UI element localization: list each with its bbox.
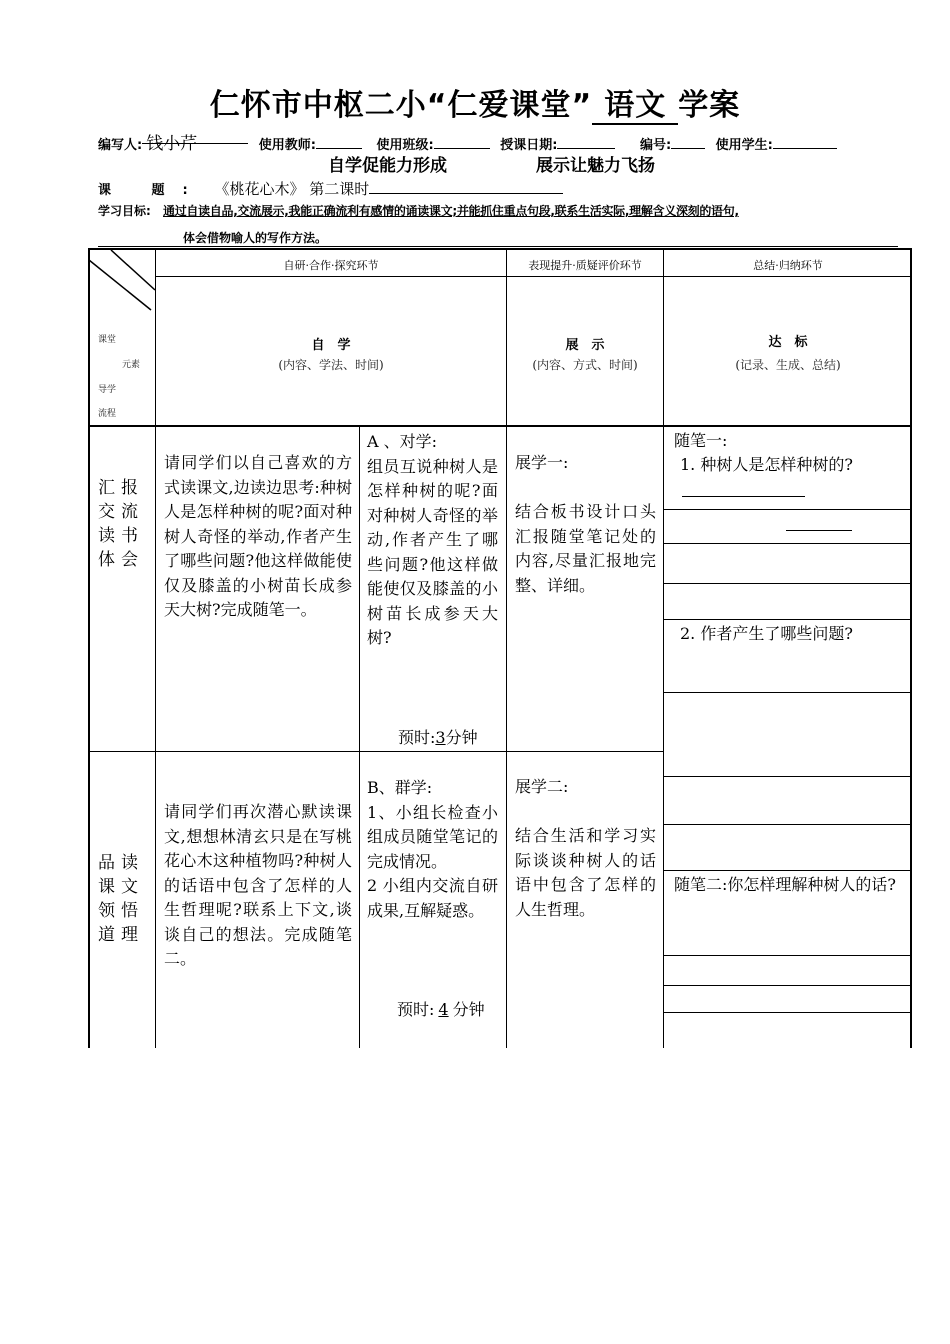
teacher-label: 使用教师:: [258, 138, 316, 153]
group-time-label: 预时:: [397, 1000, 435, 1019]
row2-show-title: 展学二:: [515, 777, 569, 796]
row2-group-study: [367, 776, 498, 923]
note1-question-2: 2. 作者产生了哪些问题?: [680, 624, 853, 643]
page-title: [0, 80, 950, 125]
header-divider: [155, 276, 912, 277]
row1-label: 汇报交流读书体会: [98, 478, 144, 570]
note-line: [664, 619, 912, 620]
col1-subtitle: (内容、学法、时间): [278, 358, 384, 372]
row1-self-study: 请同学们以自己喜欢的方式读课文,边读边思考:种树人是怎样种树的呢?面对种树人奇怪的举动,作者产生了哪些问题?他这样做能使仅及膝盖的小树苗长成参天大树?完成随笔一。: [164, 453, 352, 619]
row-divider: [88, 751, 663, 752]
pair-time-unit: 分钟: [445, 728, 478, 747]
group-study-text-2: 2 小组内交流自研成果,互解疑惑。: [367, 876, 498, 920]
row1-show-text: 结合板书设计口头汇报随堂笔记处的内容,尽量汇报地完整、详细。: [515, 502, 656, 595]
section-header-3: 总结·归纳环节: [753, 259, 823, 272]
slogan-left: 自学促能力形成: [328, 156, 447, 176]
topic-value: 《桃花心木》 第二课时: [214, 180, 370, 198]
pair-study-text: 组员互说种树人是怎样种树的呢?面对种树人奇怪的举动,作者产生了哪些问题?他这样做能使仅及膝盖的小树苗长成参天大树?: [367, 456, 498, 647]
writer-label: 编写人:: [98, 138, 143, 153]
note2-text: 随笔二:你怎样理解种树人的话?: [674, 875, 896, 894]
writer-name: 钱小芹: [142, 129, 248, 144]
goal-line-1: 通过自读自品,交流展示,我能正确流利有感情的诵读课文;并能抓住重点句段,联系生活实际,理解含义深刻的语句,: [163, 204, 739, 218]
teacher-blank: [316, 134, 362, 149]
header-bottom-line: [88, 425, 912, 427]
note-line: [664, 955, 912, 956]
note-line: [664, 824, 912, 825]
group-study-title: B、群学:: [367, 778, 433, 797]
row1-show-title: 展学一:: [515, 453, 569, 472]
pair-time-value: 3: [435, 728, 446, 747]
note-line: [664, 583, 912, 584]
corner-label-1: 课堂: [98, 335, 117, 345]
row2-show-text: 结合生活和学习实际谈谈种树人的话语中包含了怎样的人生哲理。: [515, 826, 656, 919]
number-blank: [671, 134, 705, 149]
class-blank: [434, 134, 490, 149]
row2-self-study: 请同学们再次潜心默读课文,想想林清玄只是在写桃花心木这种植物吗?种树人的话语中包含了怎样的人生哲理呢?联系上下文,谈谈自己的想法。完成随笔二。: [164, 802, 352, 968]
note-line: [664, 509, 912, 510]
pair-study-title: A 、对学:: [367, 432, 438, 451]
slogan-right: 展示让魅力飞扬: [536, 156, 655, 176]
note-line: [664, 692, 912, 693]
col2-subtitle: (内容、方式、时间): [532, 358, 638, 372]
section-header-2: 表现提升·质疑评价环节: [528, 259, 642, 272]
group-study-text-1: 1、小组长检查小组成员随堂笔记的完成情况。: [367, 802, 498, 871]
col-line-2: [359, 426, 360, 1048]
section-header-1: 自研·合作·探究环节: [283, 259, 379, 272]
class-label: 使用班级:: [376, 138, 434, 153]
title-prefix: 仁怀市中枢二小“仁爱课堂”: [209, 88, 593, 123]
pair-time-label: 预时:: [398, 728, 436, 747]
topic-line: [98, 177, 563, 199]
row1-pair-study: [367, 430, 498, 651]
group-time-value: 4: [438, 1000, 449, 1019]
topic-label: 课 题:: [98, 183, 206, 198]
date-label: 授课日期:: [500, 138, 558, 153]
note1-question-1: 1. 种树人是怎样种树的?: [680, 455, 853, 474]
note-line: [664, 870, 912, 871]
col3-title: 达 标: [768, 335, 808, 350]
col1-title: 自 学: [311, 338, 351, 353]
goal-label: 学习目标:: [98, 204, 151, 218]
note-line: [664, 776, 912, 777]
learning-goals: [98, 203, 898, 247]
note-line: [664, 1012, 912, 1013]
date-blank: [557, 134, 615, 149]
corner-label-3: 导学: [98, 385, 117, 395]
number-label: 编号:: [639, 138, 672, 153]
title-subject: 语文: [592, 89, 678, 125]
group-time-unit: 分钟: [452, 1000, 485, 1019]
note1-title: 随笔一:: [674, 431, 728, 450]
note-line: [664, 985, 912, 986]
note-line: [664, 543, 912, 544]
col2-title: 展 示: [565, 338, 605, 353]
row1-pair-time: [398, 726, 508, 751]
note1-answer-line: [682, 496, 805, 497]
corner-label-2: 元素: [122, 360, 141, 370]
topic-blank: [369, 177, 563, 194]
meta-line: [98, 129, 837, 153]
col3-subtitle: (记录、生成、总结): [735, 358, 841, 372]
corner-label-4: 流程: [98, 409, 117, 419]
row2-group-time: [367, 998, 498, 1023]
row2-label: 品读课文领悟道理: [98, 853, 144, 945]
student-blank: [773, 134, 837, 149]
goal-line-2: 体会借物喻人的写作方法。: [98, 230, 898, 247]
student-label: 使用学生:: [715, 138, 773, 153]
title-suffix: 学案: [678, 88, 741, 123]
note1-answer-line: [786, 530, 852, 531]
